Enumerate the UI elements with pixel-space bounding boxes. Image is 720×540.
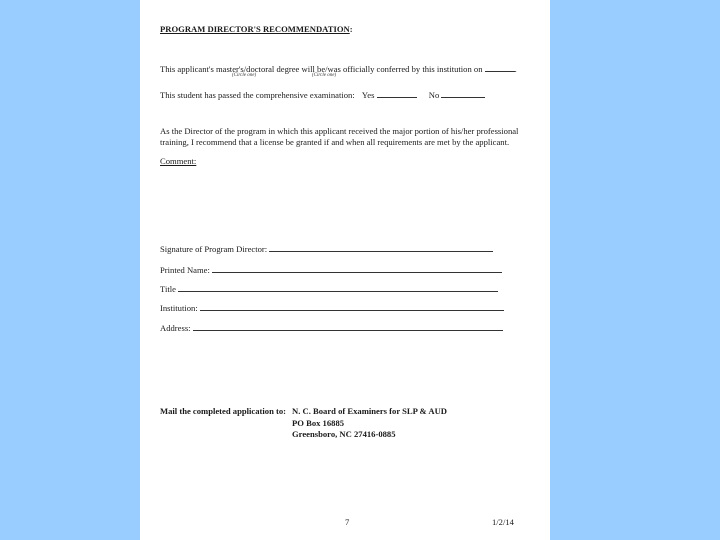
exam-no-label: No	[428, 90, 440, 100]
signature-line[interactable]	[269, 243, 493, 252]
mail-line-2: PO Box 16885	[292, 418, 345, 428]
title-label: Title	[160, 284, 176, 294]
section-heading	[160, 24, 353, 34]
circle-note-2: (Circle one)	[312, 73, 337, 78]
printed-name-field	[160, 264, 502, 275]
exam-statement	[160, 89, 485, 100]
footer-date: 1/2/14	[492, 517, 514, 527]
degree-text: This applicant's master's/doctoral degree will be/was officially conferred by this institution on	[160, 64, 483, 74]
degree-date-line[interactable]	[485, 63, 515, 72]
institution-field	[160, 302, 504, 313]
exam-text: This student has passed the comprehensive examination:	[160, 90, 355, 100]
recommendation-paragraph: As the Director of the program in which this applicant received the major portion of his/her professional training, I recommend that a license be granted if and when all requirements are met by the applicant.	[160, 126, 519, 147]
page-number: 7	[345, 517, 350, 527]
signature-field	[160, 243, 493, 254]
degree-statement	[160, 63, 517, 74]
degree-period: .	[514, 64, 517, 74]
institution-line[interactable]	[200, 302, 504, 311]
mail-label: Mail the completed application to:	[160, 406, 287, 416]
title-field	[160, 283, 498, 294]
exam-no-line[interactable]	[441, 89, 485, 98]
document-page	[140, 0, 550, 540]
printed-name-line[interactable]	[212, 264, 502, 273]
address-label: Address:	[160, 323, 191, 333]
mail-line-3: Greensboro, NC 27416-0885	[292, 429, 396, 439]
exam-yes-label: Yes	[361, 90, 375, 100]
title-line[interactable]	[178, 283, 498, 292]
heading-text: PROGRAM DIRECTOR'S RECOMMENDATION	[160, 24, 350, 34]
signature-label: Signature of Program Director:	[160, 244, 268, 254]
comment-label: Comment:	[160, 156, 197, 166]
institution-label: Institution:	[160, 303, 198, 313]
address-line[interactable]	[193, 322, 503, 331]
circle-note-1: (Circle one)	[232, 73, 257, 78]
mail-line-1: N. C. Board of Examiners for SLP & AUD	[292, 406, 448, 416]
printed-name-label: Printed Name:	[160, 265, 210, 275]
address-field	[160, 322, 503, 333]
heading-colon: :	[349, 24, 353, 34]
exam-yes-line[interactable]	[377, 89, 417, 98]
